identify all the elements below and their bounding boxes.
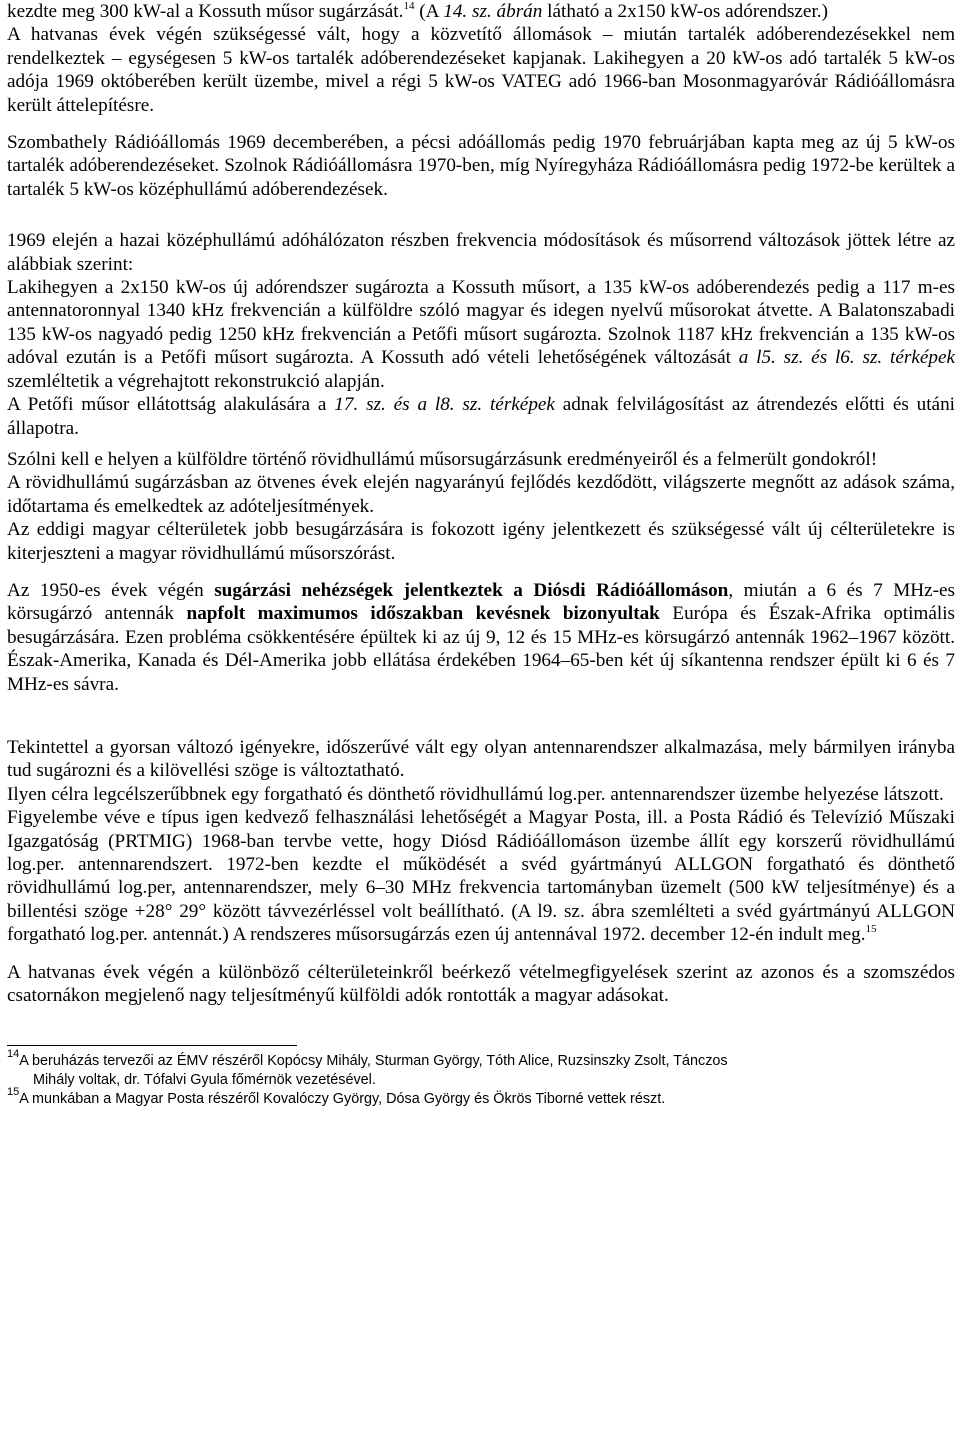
paragraph-allgon [7,806,955,946]
paragraph-lakihegy [7,276,955,393]
bold-text: sugárzási nehézségek jelentkeztek a Diósdi Rádióállomáson [214,579,729,601]
paragraph-diosd-1950s [7,579,955,696]
text-run: adnak felvilágosítást az átrendezés előtti és utáni állapotra. [7,394,955,439]
footnote-ref-15[interactable]: 15 [865,923,877,936]
paragraph-petofi-coverage [7,393,955,440]
footnote-text: A munkában a Magyar Posta részéről Kovalóczy György, Dósa György és Ökrös Tiborné vettek részt. [19,1091,666,1108]
paragraph-szombathely: Szombathely Rádióállomás 1969 decemberében, a pécsi adóállomás pedig 1970 februárjában kapta meg az új 5 kW-os tartalék adóberendezéseket. Szolnok Rádióállomásra 1970-ben, míg Nyíregyháza Rádióállomásra pedig 1972-be kerültek a tartalék 5 kW-os középhullámú adóberendezések. [7,132,955,200]
figure-reference: 14. sz. ábrán [443,1,543,22]
footnote-number: 15 [7,1086,20,1099]
footnote-ref-14[interactable]: 14 [403,0,415,12]
footnote-15 [7,1086,955,1109]
paragraph-shortwave-growth: A rövidhullámú sugárzásban az ötvenes évek elején nagyarányú fejlődés kezdődött, világszerte megnőtt az adások száma, időtartama és emelkedtek az adóteljesítmények. [7,472,955,517]
footnote-number: 14 [7,1048,20,1061]
paragraph-logper-choice: Ilyen célra legcélszerűbbnek egy forgatható és dönthető rövidhullámú log.per. antennarendszer üzembe helyezése látszott. [7,783,944,805]
paragraph-monitoring: A hatvanas évek végén a különböző célterületeinkről beérkező vételmegfigyelések szerint az azonos és a szomszédos csatornákon megjelenő nagy teljesítményű külföldi adók rontották a magyar adásokat. [7,961,955,1007]
paragraph-shortwave-intro: Szólni kell e helyen a külföldre történő rövidhullámú műsorsugárzásunk eredményeiről és a felmerült gondokról! [7,448,878,470]
text-run: Az 1950-es évek végén [7,579,215,601]
paragraph-backup-transmitters: A hatvanas évek végén szükségessé vált, hogy a közvetítő állomások – miután tartalék adóberendezésekkel nem rendelkeztek – egységesen 5 kW-os tartalék adóberendezéseket kapjanak. Lakihegyen a 20 kW-os adó tartalék 5 kW-os adója 1969 októberében került üzembe, mivel a régi 5 kW-os VATEG adó 1966-ban Mosonmagyaróvár Rádióállomásra került áttelepítésre. [7,24,955,116]
text-run: (A [414,1,444,22]
text-run: Figyelembe véve e típus igen kedvező felhasználási lehetőségét a Magyar Posta, ill. a Posta Rádió és Televízió Műszaki Igazgatóság (PRTMIG) 1968-ban tervbe vette, hogy Diósd Rádióállomáson üzembe állít egy korszerű rövidhullámú log.per. antennarendszert. 1972-ben kezdte el működését a svéd gyártmányú ALLGON forgatható és dönthető rövidhullámú log.per, antennarendszer, mely 6–30 MHz frekvencia tartományban üzemelt (500 kW teljesítménye) és a billentési szöge +28° 29° között távvezérléssel volt beállítható. (A l9. sz. ábra szemlélteti a svéd gyártmányú ALLGON forgatható log.per. antennát.) A rendszeres műsorsugárzás ezen új antennával 1972. december 12-én indult meg. [7,807,955,946]
document-page [7,0,955,1109]
text-run: , miután a 6 és 7 MHz-es körsugárzó antennák [7,579,955,625]
map-reference: 17. sz. és a l8. sz. térképek [334,394,555,416]
paragraph-intro [7,0,955,23]
paragraph-antenna-need: Tekintettel a gyorsan változó igényekre, időszerűvé vált egy olyan antennarendszer alkalmazása, mely bármilyen irányba tud sugározni és a kilövellési szöge is változtatható. [7,736,955,782]
paragraph-shortwave-targets: Az eddigi magyar célterületek jobb besugárzására is fokozott igény jelentkezett és szükségessé vált új célterületekre is kiterjeszteni a magyar rövidhullámú műsorszórást. [7,519,955,564]
text-run: A Petőfi műsor ellátottság alakulására a [7,394,335,416]
paragraph-1969-changes: 1969 elején a hazai középhullámú adóhálózaton részben frekvencia módosítások és műsorrend változások jöttek létre az alábbiak szerint: [7,230,955,275]
text-run: Lakihegyen a 2x150 kW-os új adórendszer sugározta a Kossuth műsort, a 135 kW-os adóberendezés pedig a 117 m-es antennatoronnyal 1340 kHz frekvencián a külföldre szóló magyar és idegen nyelvű műsorokat átvette. A Balatonszabadi 135 kW-os nagyadó pedig 1250 kHz frekvencián a Petőfi műsort sugározta. Szolnok 1187 kHz frekvencián a 135 kW-os adóval ezután is a Petőfi műsort sugározta. A Kossuth adó vételi lehetőségének változását [7,277,955,369]
footnote-14 [7,1048,955,1090]
text-run: szemléltetik a végrehajtott rekonstrukció alapján. [7,370,385,392]
text-run: látható a 2x150 kW-os adórendszer.) [542,1,828,22]
footnote-text-continued: Mihály voltak, dr. Tófalvi Gyula főmérnök vezetésével. [33,1072,376,1089]
text-run: kezdte meg 300 kW-al a Kossuth műsor sugárzását. [7,1,404,22]
bold-text: napfolt maximumos időszakban kevésnek bizonyultak [186,603,660,625]
footnote-text: A beruházás tervezői az ÉMV részéről Kopócsy Mihály, Sturman György, Tóth Alice, Ruzsinszky Zsolt, Tánczos [19,1053,728,1070]
map-reference: a l5. sz. és l6. sz. térképek [738,347,955,369]
text-run: Európa és Észak-Afrika optimális besugárzására. Ezen probléma csökkentésére épültek ki az új 9, 12 és 15 MHz-es körsugárzó antennák 1962–1967 között. Észak-Amerika, Kanada és Dél-Amerika jobb ellátása érdekében 1964–65-ben két új síkantenna rendszer épült ki 6 és 7 MHz-es sávra. [7,603,955,695]
footnote-divider [7,1045,297,1046]
